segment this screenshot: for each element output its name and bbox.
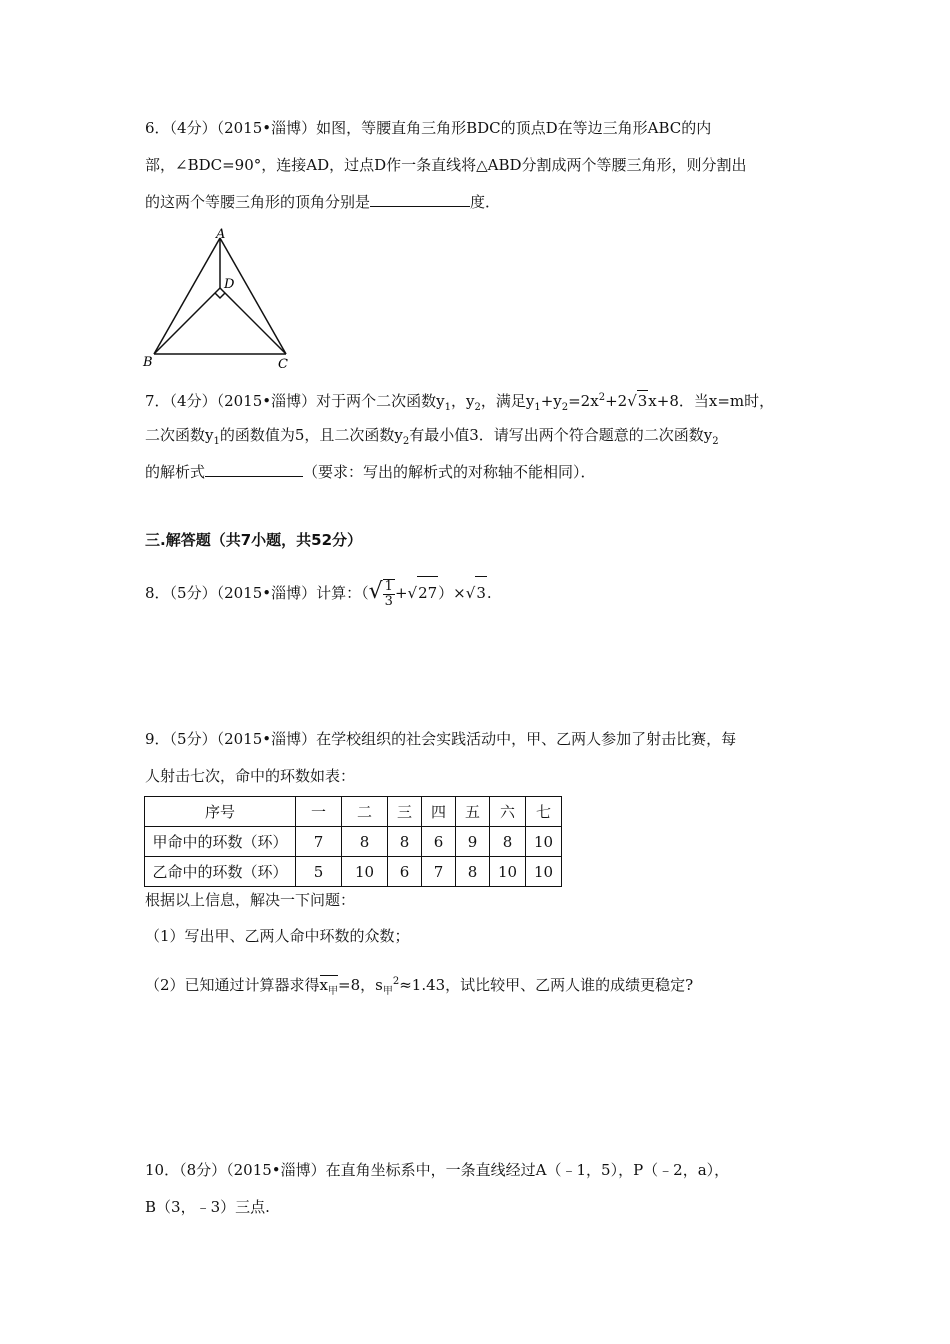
table-cell: 5 — [296, 857, 342, 887]
subscript: 甲 — [382, 986, 393, 997]
subscript: 2 — [474, 402, 481, 413]
sqrt-symbol: √ — [368, 579, 383, 604]
table-header-cell: 七 — [526, 797, 562, 827]
q7-text: ，y — [450, 392, 475, 410]
fraction-numerator: 1 — [384, 579, 393, 594]
q9-part2 — [145, 972, 693, 1002]
q7-line3 — [145, 462, 596, 482]
sqrt-27: √27 — [408, 576, 439, 609]
table-cell: 6 — [388, 857, 422, 887]
q6-line1: 6．（4分）（2015•淄博）如图，等腰直角三角形BDC的顶点D在等边三角形ABC的内 — [145, 119, 712, 137]
table-cell: 9 — [456, 827, 490, 857]
q9-part1: （1）写出甲、乙两人命中环数的众数； — [145, 927, 410, 945]
table-header-cell: 序号 — [145, 797, 296, 827]
q9-after: 根据以上信息，解决一下问题： — [145, 891, 356, 909]
q7-text: +2 — [605, 392, 628, 410]
answer-blank — [370, 192, 470, 207]
subscript: 1 — [444, 402, 451, 413]
q9-text: =8，s — [338, 976, 383, 994]
q7-text: x+8．当x=m时， — [648, 392, 775, 410]
table-row — [145, 857, 562, 887]
q6-line3 — [145, 192, 500, 212]
q9-text: ≈1.43，试比较甲、乙两人谁的成绩更稳定? — [399, 976, 694, 994]
xbar — [319, 975, 339, 997]
q6-line3-tail: 度． — [470, 193, 501, 211]
q9-line2: 人射击七次，命中的环数如表： — [145, 767, 356, 785]
figure-label-a: A — [216, 227, 226, 242]
table-header-cell: 二 — [342, 797, 388, 827]
table-cell: 10 — [526, 827, 562, 857]
scores-table — [144, 796, 562, 887]
q10-line2: B（3，﹣3）三点. — [145, 1198, 270, 1216]
table-row — [145, 827, 562, 857]
subscript: 1 — [534, 402, 541, 413]
figure-label-d: D — [224, 277, 235, 292]
superscript: 2 — [392, 976, 400, 987]
table-cell: 8 — [388, 827, 422, 857]
table-header-row — [145, 797, 562, 827]
table-cell: 8 — [342, 827, 388, 857]
figure-line-ac — [220, 238, 286, 354]
q7-text: 二次函数y — [145, 426, 214, 444]
q8-text: 8．（5分）（2015•淄博）计算：（ — [145, 584, 369, 602]
table-cell: 10 — [342, 857, 388, 887]
superscript: 2 — [598, 392, 606, 403]
q6-line2: 部，∠BDC=90°，连接AD，过点D作一条直线将△ABD分割成两个等腰三角形，则分割出 — [145, 156, 747, 174]
q8-text: . — [486, 584, 492, 602]
table-cell: 7 — [296, 827, 342, 857]
subscript: 1 — [213, 436, 220, 447]
table-header-cell: 一 — [296, 797, 342, 827]
q9-line1: 9．（5分）（2015•淄博）在学校组织的社会实践活动中，甲、乙两人参加了射击比赛，每 — [145, 730, 737, 748]
sqrt-3: √3 — [466, 576, 487, 609]
q6-line3-text: 的这两个等腰三角形的顶角分别是 — [145, 193, 371, 211]
sqrt-3: √3 — [627, 392, 648, 410]
q9-text: （2）已知通过计算器求得 — [145, 976, 320, 994]
table-cell: 10 — [490, 857, 526, 887]
q7-text: 的函数值为5，且二次函数y — [219, 426, 403, 444]
right-angle-mark — [215, 293, 225, 298]
xbar-x: x — [319, 976, 329, 994]
radicand: 27 — [417, 576, 438, 609]
q7-line1 — [145, 388, 774, 418]
subscript: 2 — [712, 436, 719, 447]
answer-blank — [205, 462, 303, 477]
q7-text: 7．（4分）（2015•淄博）对于两个二次函数y — [145, 392, 445, 410]
table-header-cell: 六 — [490, 797, 526, 827]
table-cell: 6 — [422, 827, 456, 857]
q7-text: 有最小值3．请写出两个符合题意的二次函数y — [409, 426, 713, 444]
table-row-label: 乙命中的环数（环） — [145, 857, 296, 887]
q8-text: + — [394, 584, 408, 602]
q7-text: ，满足y — [480, 392, 535, 410]
q7-text: （要求：写出的解析式的对称轴不能相同）． — [303, 463, 596, 481]
section-title: 三.解答题（共7小题，共52分） — [145, 531, 363, 549]
table-row-label: 甲命中的环数（环） — [145, 827, 296, 857]
figure-label-b: B — [143, 355, 153, 370]
subscript: 2 — [561, 402, 569, 413]
subscript: 2 — [402, 436, 410, 447]
q7-line2 — [145, 425, 719, 452]
figure-label-c: C — [278, 357, 288, 372]
figure-line-bd — [154, 288, 220, 354]
q7-text: =2x — [568, 392, 599, 410]
q10-line1: 10．（8分）（2015•淄博）在直角坐标系中，一条直线经过A（﹣1，5），P（﹣2，a）， — [145, 1161, 730, 1179]
table-cell: 8 — [456, 857, 490, 887]
table-header-cell: 四 — [422, 797, 456, 827]
q8-text: ）× — [438, 584, 466, 602]
table-cell: 7 — [422, 857, 456, 887]
radicand: 3 — [475, 576, 487, 609]
subscript: 甲 — [328, 986, 339, 997]
table-cell: 8 — [490, 827, 526, 857]
figure-line-ab — [154, 238, 220, 354]
radicand: 3 — [637, 392, 648, 410]
table-header-cell: 三 — [388, 797, 422, 827]
fraction-1-3 — [383, 579, 395, 609]
q7-text: +y — [540, 392, 562, 410]
figure-line-cd — [220, 288, 286, 354]
q7-text: 的解析式 — [145, 463, 206, 481]
fraction-denominator: 3 — [384, 594, 393, 609]
table-header-cell: 五 — [456, 797, 490, 827]
table-cell: 10 — [526, 857, 562, 887]
q8-line — [145, 576, 492, 609]
triangle-figure — [140, 226, 300, 374]
